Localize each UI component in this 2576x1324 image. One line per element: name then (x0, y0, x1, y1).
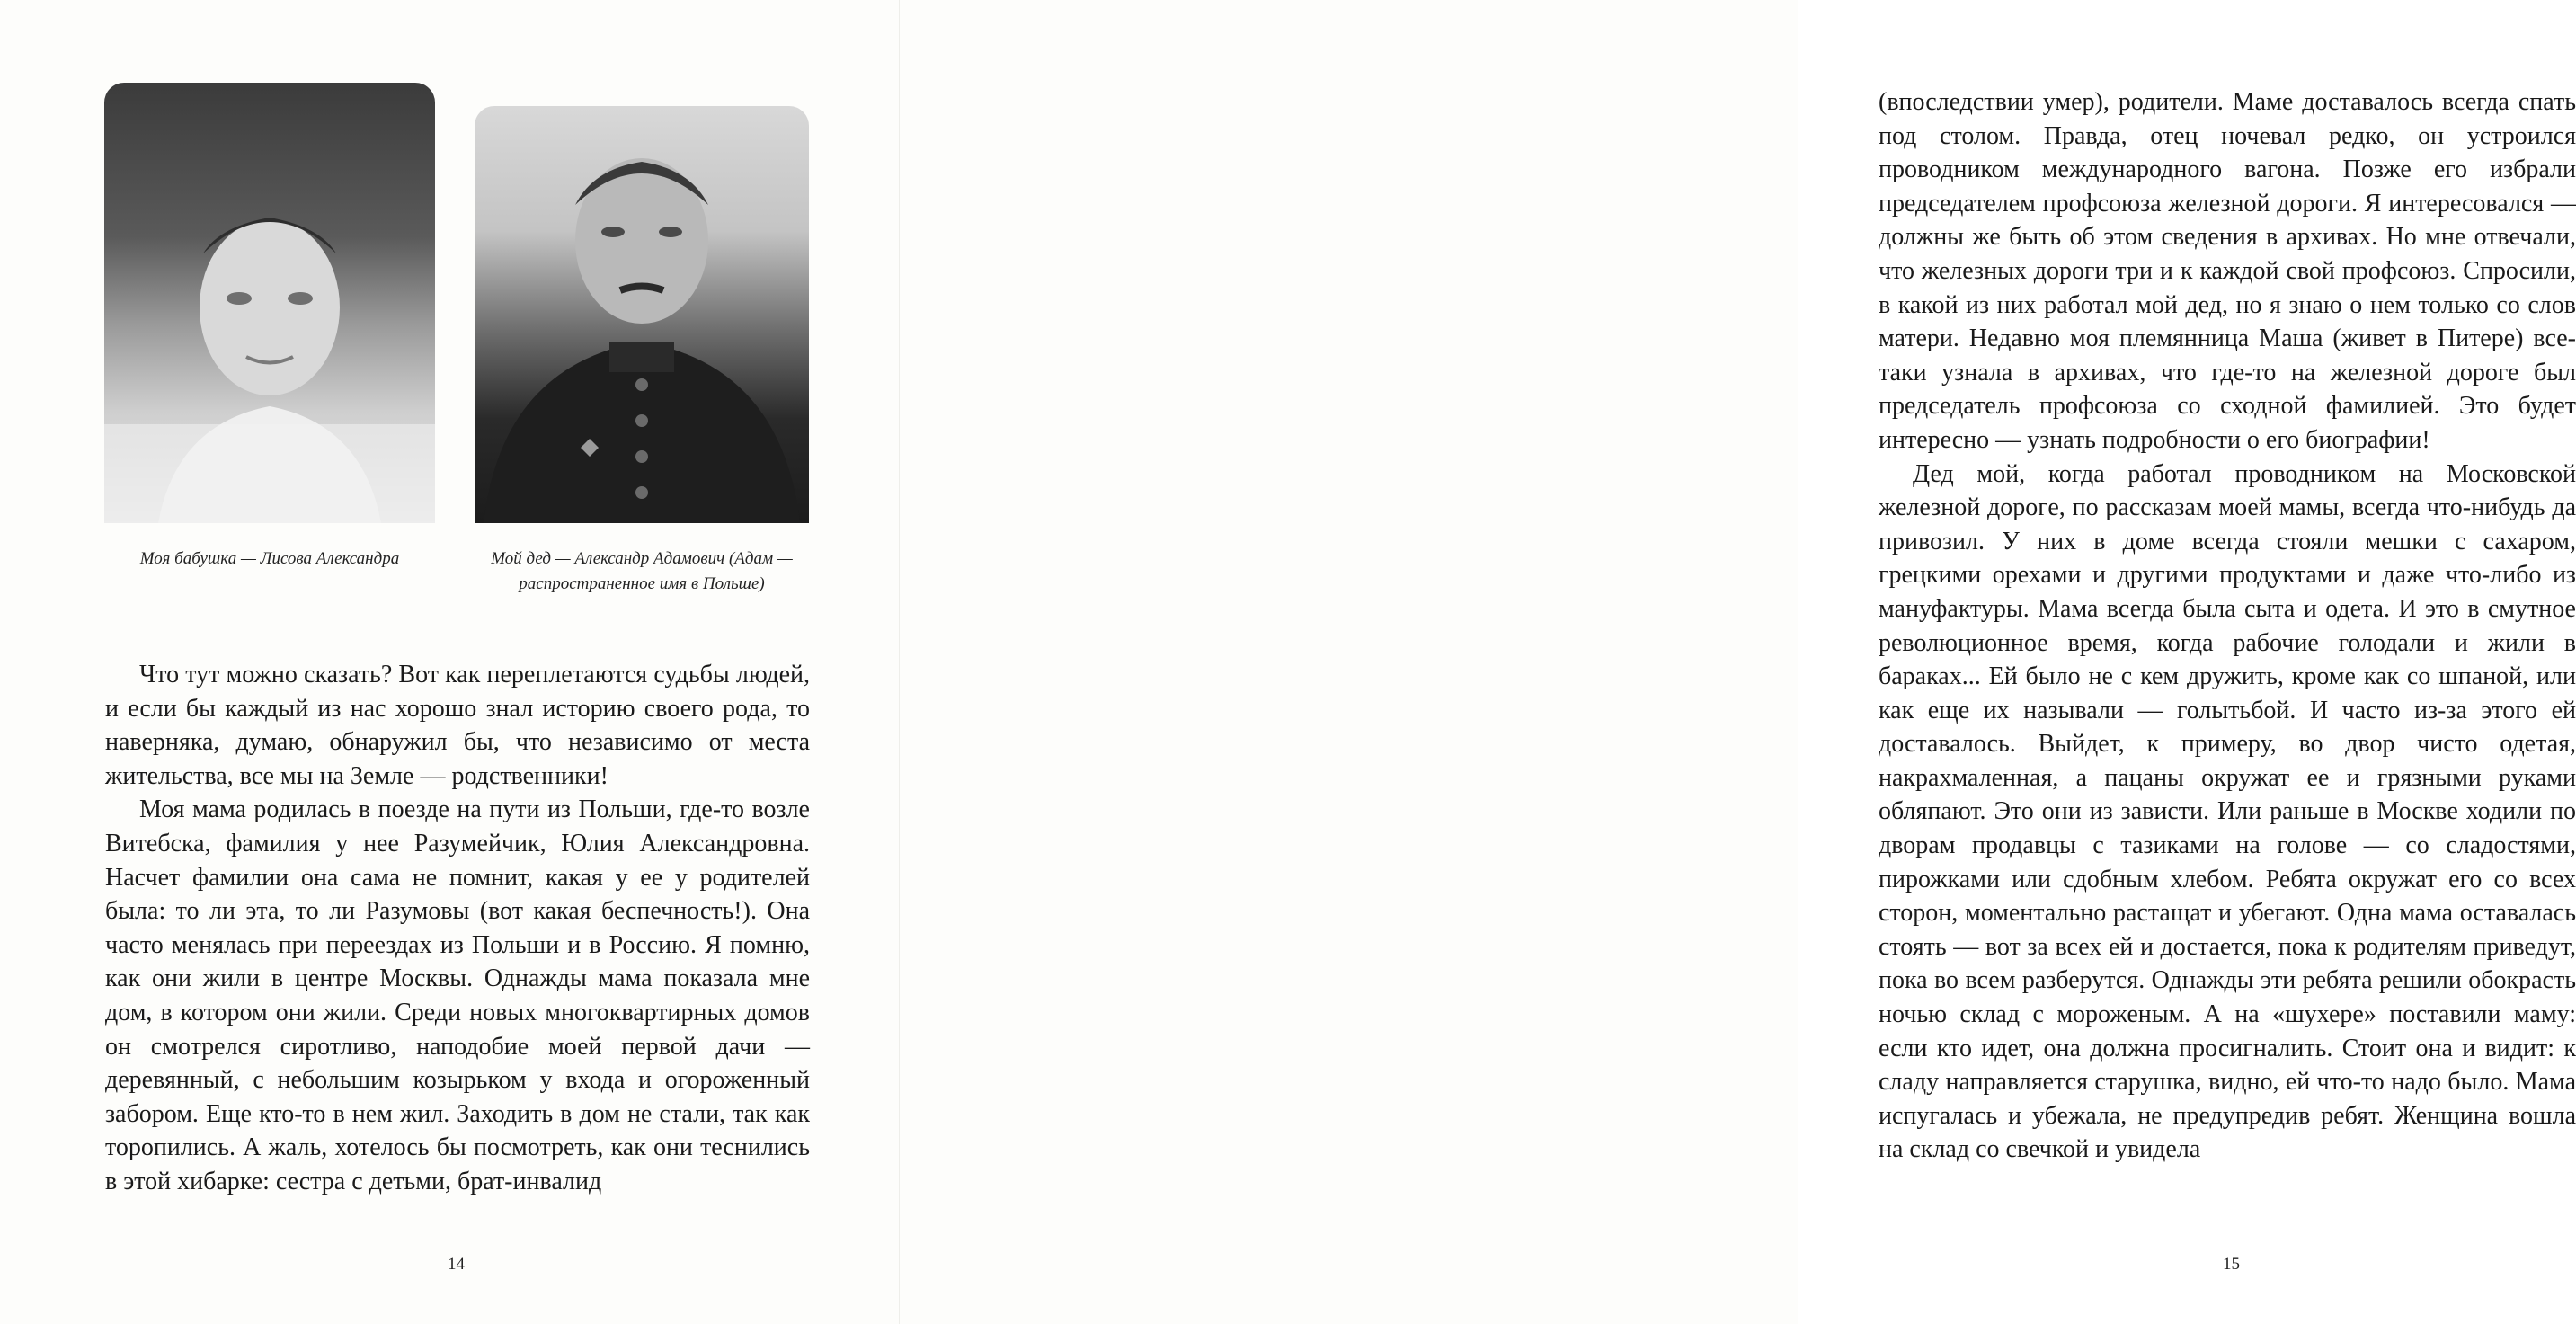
caption-grandfather: Мой дед — Александр Адамович (Адам — распространенное имя в Польше) (491, 549, 793, 593)
left-page (0, 0, 899, 1324)
right-page-body (1879, 85, 2576, 1167)
paragraph: (впоследствии умер), родители. Маме доставалось всегда спать под столом. Правда, отец ночевал редко, он устроился проводником международного вагона. Позже его избрали председателем профсоюза железной дороги. Я интересовался — должны же быть об этом сведения в архивах. Но мне отвечали, что железных дороги три и к каждой свой профсоюз. Спросили, в какой из них работал мой дед, но я знаю о нем только со слов матери. Недавно моя племянница Маша (живет в Питере) все-таки узнала в архивах, что где-то на железной дороге был председатель профсоюза со сходной фамилией. Это будет интересно — узнать подробности о его биографии! (1879, 88, 2576, 454)
paragraph: Дед мой, когда работал проводником на Московской железной дороге, по рассказам моей мамы, всегда что-нибудь да привозил. У них в доме всегда стояли мешки с сахаром, грецкими орехами и другими продуктами и даже что-либо из мануфактуры. Мама всегда была сыта и одета. И это в смутное революционное время, когда рабочие голодали и жили в бараках... Ей было не с кем дружить, кроме как со шпаной, или как еще их называли — голытьбой. И часто из-за этого ей доставалось. Выйдет, к примеру, во двор чисто одетая, накрахмаленная, а пацаны окружат ее и грязными руками обляпают. Это они из зависти. Или раньше в Москве ходили по дворам продавцы с тазиками на голове — со сладостями, пирожками или сдобным хлебом. Ребята окружат его со всех сторон, моментально растащат и убегают. Одна мама оставалась стоять — вот за всех ей и достается, пока к родителям приведут, пока во всем разберутся. Однажды эти ребята решили обокрасть ночью склад с мороженым. А на «шухере» поставили маму: если кто идет, она должна просигналить. Стоит она и видит: к сладу направляется старушка, видно, ей что-то надо было. Мама испугалась и убежала, не предупредив ребят. Женщина вошла на склад со свечкой и увидела (1879, 459, 2576, 1164)
right-page (900, 0, 2576, 1324)
paragraph: Моя мама родилась в поезде на пути из Польши, где-то возле Витебска, фамилия у нее Разумейчик, Юлия Александровна. Насчет фамилии она сама не помнит, какая у ее у родителей была: то ли эта, то ли Разумовы (вот какая беспечность!). Она часто менялась при переездах из Польши и в Россию. Я помню, как они жили в центре Москвы. Однажды мама показала мне дом, в котором они жили. Среди новых многоквартирных домов он смотрелся сиротливо, наподобие моей первой дачи — деревянный, с небольшим козырьком у входа и огороженный забором. Еще кто-то в нем жил. Заходить в дом не стали, так как торопились. А жаль, хотелось бы посмотреть, как они теснились в этой хибарке: сестра с детьми, брат-инвалид (105, 795, 810, 1195)
photo-grandmother (104, 83, 435, 523)
grandfather-portrait-image (475, 106, 809, 523)
page-number-right: 15 (2223, 1255, 2240, 1274)
photo-grandfather (475, 106, 809, 523)
caption-grandmother: Моя бабушка — Лисова Александра (139, 549, 400, 568)
grandmother-portrait-image (104, 83, 435, 523)
page-number-left: 14 (448, 1255, 465, 1274)
paragraph: Что тут можно сказать? Вот как переплетаются судьбы людей, и если бы каждый из нас хорошо знал историю своего рода, то наверняка, думаю, обнаружил бы, что независимо от места жительства, все мы на Земле — родственники! (105, 661, 810, 790)
left-page-body (105, 658, 810, 1199)
